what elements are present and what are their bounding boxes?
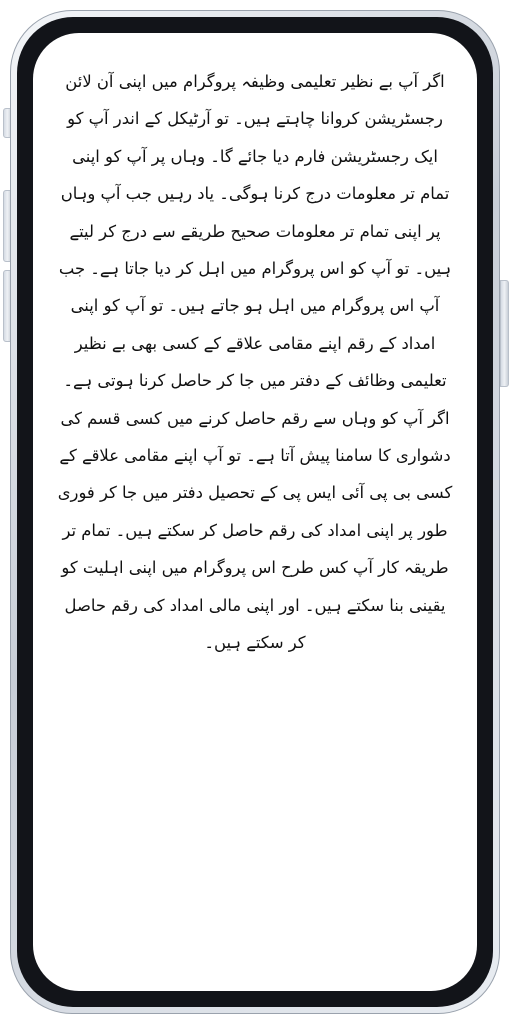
phone-bezel	[17, 17, 493, 1007]
power-button[interactable]	[500, 280, 509, 387]
phone-screen	[33, 33, 477, 991]
phone-frame	[10, 10, 500, 1014]
article-text: اگر آپ بے نظیر تعلیمی وظیفہ پروگرام میں اپنی آن لائن رجسٹریشن کروانا چاہتے ہیں۔ تو آرٹیکل کے اندر آپ کو ایک رجسٹریشن فارم دیا جائے گا۔ وہاں پر آپ کو اپنی تمام تر معلومات درج کرنا ہوگی۔ یاد رہیں جب آپ وہاں پر اپنی تمام تر معلومات صحیح طریقے سے درج کر لیتے ہیں۔ تو آپ کو اس پروگرام میں اہل کر دیا جاتا ہے۔ جب آپ اس پروگرام میں اہل ہو جاتے ہیں۔ تو آپ کو اپنی امداد کے رقم اپنے مقامی علاقے کے کسی بھی بے نظیر تعلیمی وظائف کے دفتر میں جا کر حاصل کرنا ہوتی ہے۔ اگر آپ کو وہاں سے رقم حاصل کرنے میں کسی قسم کی دشواری کا سامنا پیش آتا ہے۔ تو آپ اپنے مقامی علاقے کے کسی بی پی آئی ایس پی کے تحصیل دفتر میں جا کر فوری طور پر اپنی امداد کی رقم حاصل کر سکتے ہیں۔ تمام تر طریقہ کار آپ کس طرح اس پروگرام میں اپنی اہلیت کو یقینی بنا سکتے ہیں۔ اور اپنی مالی امداد کی رقم حاصل کر سکتے ہیں۔	[57, 72, 453, 653]
